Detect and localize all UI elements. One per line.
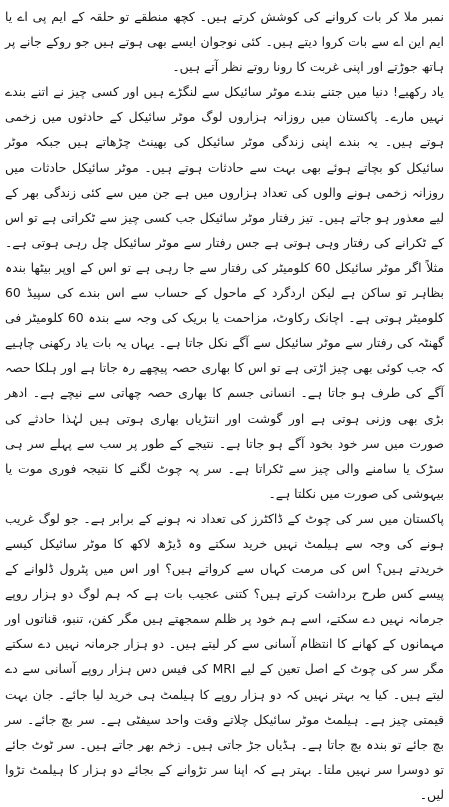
article-paragraph-3: پاکستان میں سر کی چوٹ کے ڈاکٹرز کی تعداد نہ ہونے کے برابر ہے۔ جو لوگ غریب ہونے کی وجہ سے ہیلمٹ نہیں خرید سکتے وہ ڈیڑھ لاکھ کا موٹر سائیکل کیسے خریدتے ہیں؟ اس کی مرمت کہاں سے کرواتے ہیں؟ اور اس میں پٹرول ڈلوانے کے پیسے کس طرح برداشت کرتے ہیں؟ کتنی عجیب بات ہے کہ ہم لوگ دو ہزار روپے جرمانہ نہیں دے سکتے، اسے ہم خود پر ظلم سمجھتے ہیں مگر کفن، تنبو، قناتوں اور مہمانوں کے کھانے کا انتظام آسانی سے کر لیتے ہیں۔ دو ہزار جرمانہ نہیں دے سکتے مگر سر کی چوٹ کے اصل تعین کے لیے MRI کی فیس دس ہزار روپے آسانی سے دے لیتے ہیں۔ کیا یہ بہتر نہیں کہ دو ہزار روپے کا ہیلمٹ ہی خرید لیا جائے۔ جان بہت قیمتی چیز ہے۔ ہیلمٹ موٹر سائیکل چلاتے وقت واحد سیفٹی ہے۔ سر بچ جائے۔ سر بچ جائے تو بندہ بچ جاتا ہے۔ ہڈیاں جڑ جاتی ہیں۔ زخم بھر جاتے ہیں۔ سر ٹوٹ جائے تو دوسرا سر نہیں ملتا۔ بہتر ہے کہ اپنا سر تڑوانے کے بجائے دو ہزار کا ہیلمٹ تڑوا لیں۔ (5, 510, 444, 802)
article-paragraph-2: یاد رکھیے! دنیا میں جتنے بندے موٹر سائیکل سے لنگڑے ہیں اور کسی چیز نے اتنے بندے نہیں مارے۔ پاکستان میں روزانہ ہزاروں لوگ موٹر سائیکل کے حادثوں میں زخمی ہوتے ہیں۔ یہ بندے اپنی زندگی موٹر سائیکل کی بھینٹ چڑھاتے ہیں جبکہ موٹر سائیکل کو بچاتے ہوئے بھی بہت سے حادثات ہوتے ہیں۔ موٹر سائیکل حادثات میں روزانہ زخمی ہونے والوں کی تعداد ہزاروں میں ہے جن میں سے کئی زندگی بھر کے لیے معذور ہو جاتے ہیں۔ تیز رفتار موٹر سائیکل جب کسی چیز سے ٹکراتی ہے تو اس کے ٹکرانے کی رفتار وہی ہوتی ہے جس رفتار سے موٹر سائیکل چل رہی ہوتی ہے۔ مثلاً اگر موٹر سائیکل 60 کلومیٹر کی رفتار سے جا رہی ہے تو اس کے اوپر بیٹھا بندہ بظاہر تو ساکن ہے لیکن اردگرد کے ماحول کے حساب سے اس بندے کی سپیڈ 60 کلومیٹر ہوتی ہے۔ اچانک رکاوٹ، مزاحمت یا بریک کی وجہ سے بندہ 60 کلومیٹر فی گھنٹہ کی رفتار سے موٹر سائیکل سے آگے نکل جاتا ہے۔ یہاں یہ بات یاد رکھنی چاہیے کہ جب کوئی بھی چیز اڑتی ہے تو اس کا بھاری حصہ پیچھے رہ جاتا ہے اور ہلکا حصہ آگے کی طرف ہو جاتا ہے۔ انسانی جسم کا بھاری حصہ چھاتی سے نیچے ہے۔ ادھر بڑی بھی وزنی ہوتی ہے اور گوشت اور انتڑیاں بھاری ہوتی ہیں لہٰذا حادثے کی صورت میں سر خود بخود آگے ہو جاتا ہے۔ نتیجے کے طور پر سب سے پہلے سر ہی سڑک یا سامنے والی چیز سے ٹکراتا ہے۔ سر پہ چوٹ لگنے کا نتیجہ فوری موت یا بیہوشی کی صورت میں نکلتا ہے۔ (5, 84, 444, 501)
article-paragraph-1: نمبر ملا کر بات کروانے کی کوشش کرتے ہیں۔ کچھ منطقے تو حلقہ کے ایم پی اے یا ایم این اے سے بات کروا دیتے ہیں۔ کئی نوجوان ایسے بھی ہوتے ہیں جو روکے جانے پر ہاتھ جوڑتے اور اپنی غربت کا رونا روتے نظر آتے ہیں۔ (5, 9, 444, 75)
